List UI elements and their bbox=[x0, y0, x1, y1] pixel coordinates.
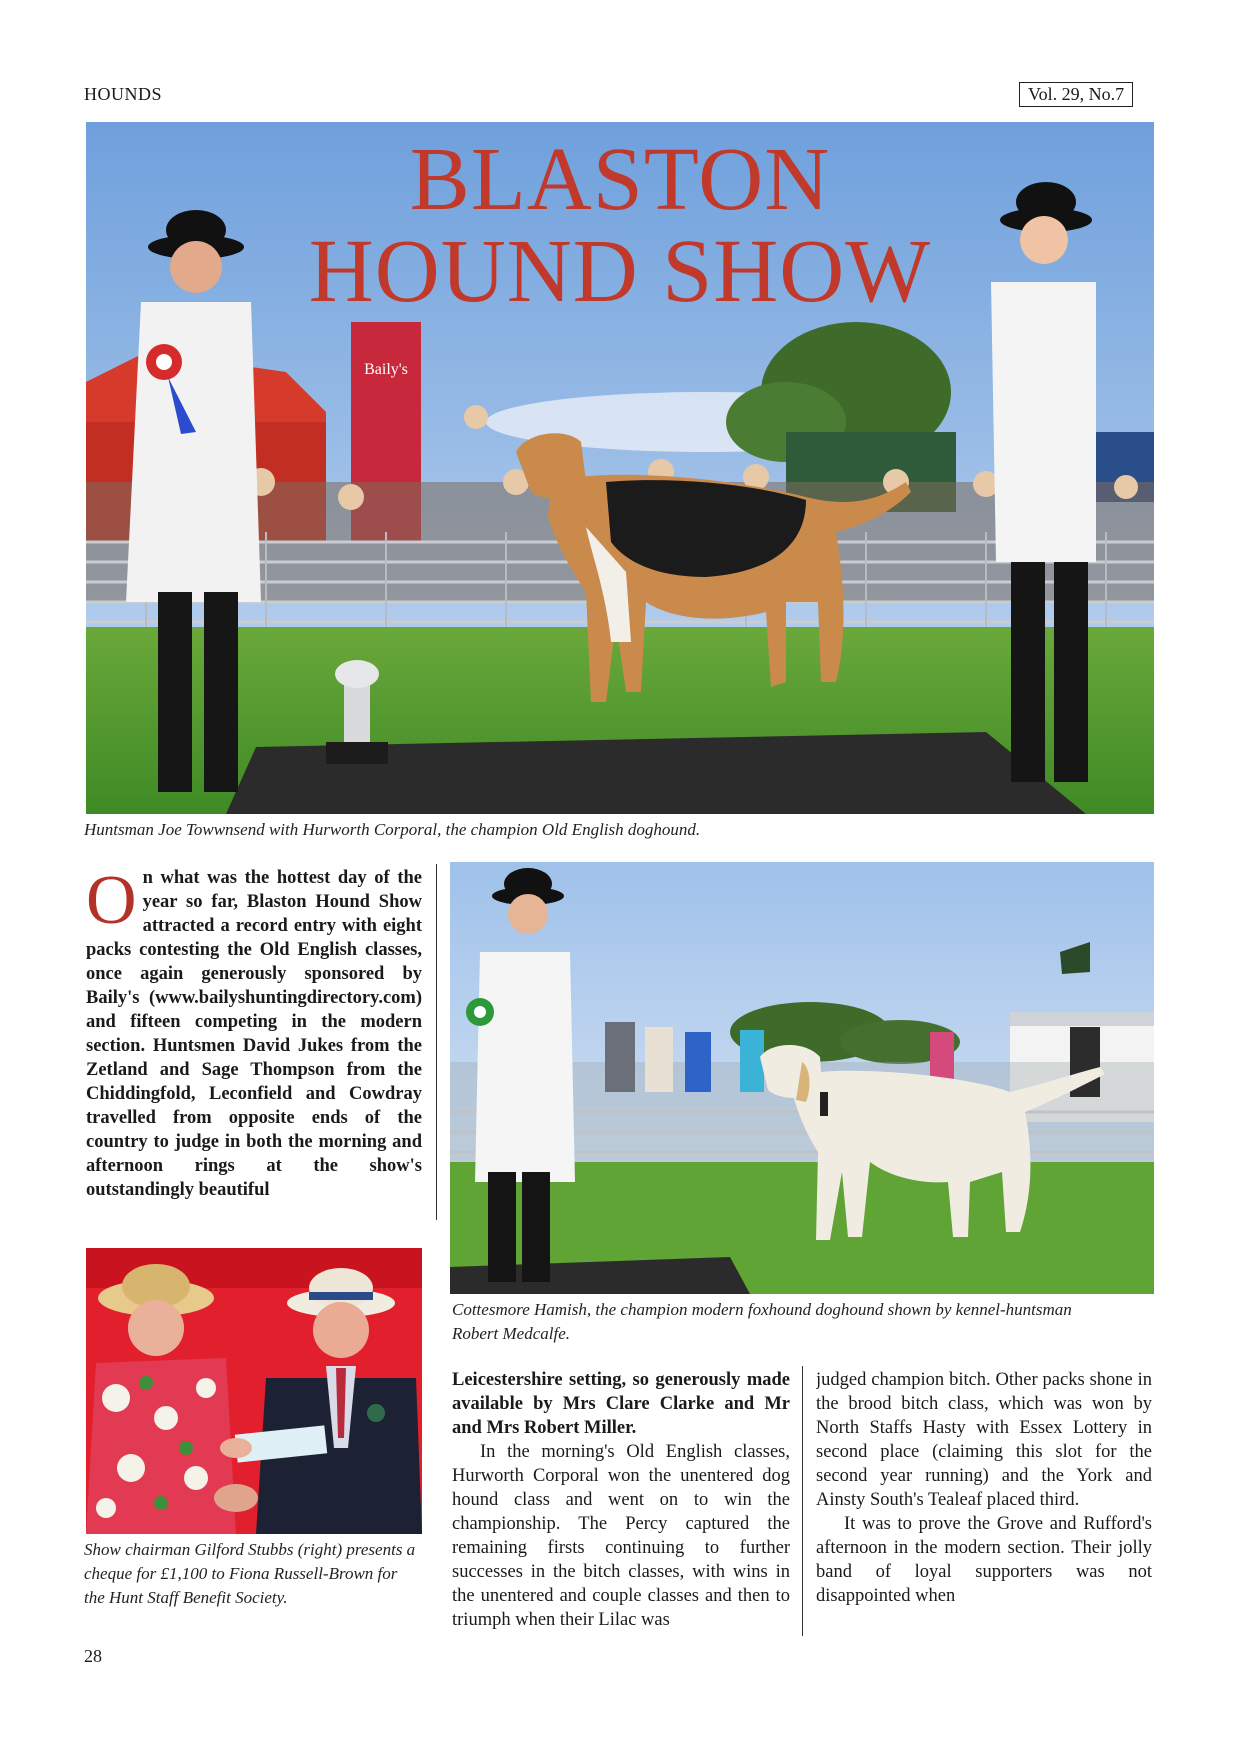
paragraph-old-english: In the morning's Old English classes, Hurworth Corporal won the unentered dog hound class and went on to win the championship. The Percy captured the remaining firsts continuing to further successes in the bitch classes, with wins in the unentered and couple classes and then to triumph when their Lilac was bbox=[452, 1442, 790, 1630]
volume-issue-box: Vol. 29, No.7 bbox=[1019, 82, 1133, 107]
intro-continued-text: Leicestershire setting, so generously made available by Mrs Clare Clarke and Mr and Mrs Robert Miller. bbox=[452, 1370, 790, 1438]
bailys-banner-text: Baily's bbox=[364, 361, 408, 378]
photo-2-illustration bbox=[450, 862, 1154, 1294]
photo-cottesmore-hamish bbox=[450, 862, 1154, 1294]
hero-caption: Huntsman Joe Towwnsend with Hurworth Corporal, the champion Old English doghound. bbox=[84, 820, 701, 839]
article-title-line-2: HOUND SHOW bbox=[308, 222, 932, 321]
article-column-right bbox=[816, 1368, 1152, 1638]
column-divider-left bbox=[436, 864, 437, 1220]
paragraph-modern-section: It was to prove the Grove and Rufford's afternoon in the modern section. Their jolly band of loyal supporters was not disappointed when bbox=[816, 1514, 1152, 1606]
column-divider-right bbox=[802, 1366, 803, 1636]
paragraph-brood-bitch: judged champion bitch. Other packs shone in the brood bitch class, which was won by North Staffs Hasty with Essex Lottery in second place (claiming this slot for the second year running) and the York and Ainsty South's Tealeaf placed third. bbox=[816, 1370, 1152, 1510]
photo-2-caption: Cottesmore Hamish, the champion modern foxhound doghound shown by kennel-huntsman Robert Medcalfe. bbox=[452, 1300, 1072, 1343]
photo-3-illustration bbox=[86, 1248, 422, 1534]
article-column-middle bbox=[452, 1368, 790, 1638]
article-intro bbox=[86, 866, 422, 1222]
page-number: 28 bbox=[84, 1646, 102, 1666]
intro-text: n what was the hottest day of the year so far, Blaston Hound Show attracted a record entry with eight packs contesting the Old English classes, once again generously sponsored by Baily's (www.bailyshuntingdirectory.com) and fifteen competing in the modern section. Huntsmen David Jukes from the Zetland and Sage Thompson from the Chiddingfold, Leconfield and Cowdray travelled from opposite ends of the country to judge in both the morning and afternoon rings at the show's outstandingly beautiful bbox=[86, 868, 422, 1200]
photo-3-caption: Show chairman Gilford Stubbs (right) presents a cheque for £1,100 to Fiona Russell-Brown for the Hunt Staff Benefit Society. bbox=[84, 1540, 416, 1607]
drop-cap: O bbox=[86, 866, 137, 939]
hero-photo bbox=[86, 122, 1154, 814]
article-title-line-1: BLASTON bbox=[409, 130, 831, 229]
photo-cheque-presentation bbox=[86, 1248, 422, 1534]
section-label: HOUNDS bbox=[84, 84, 163, 104]
